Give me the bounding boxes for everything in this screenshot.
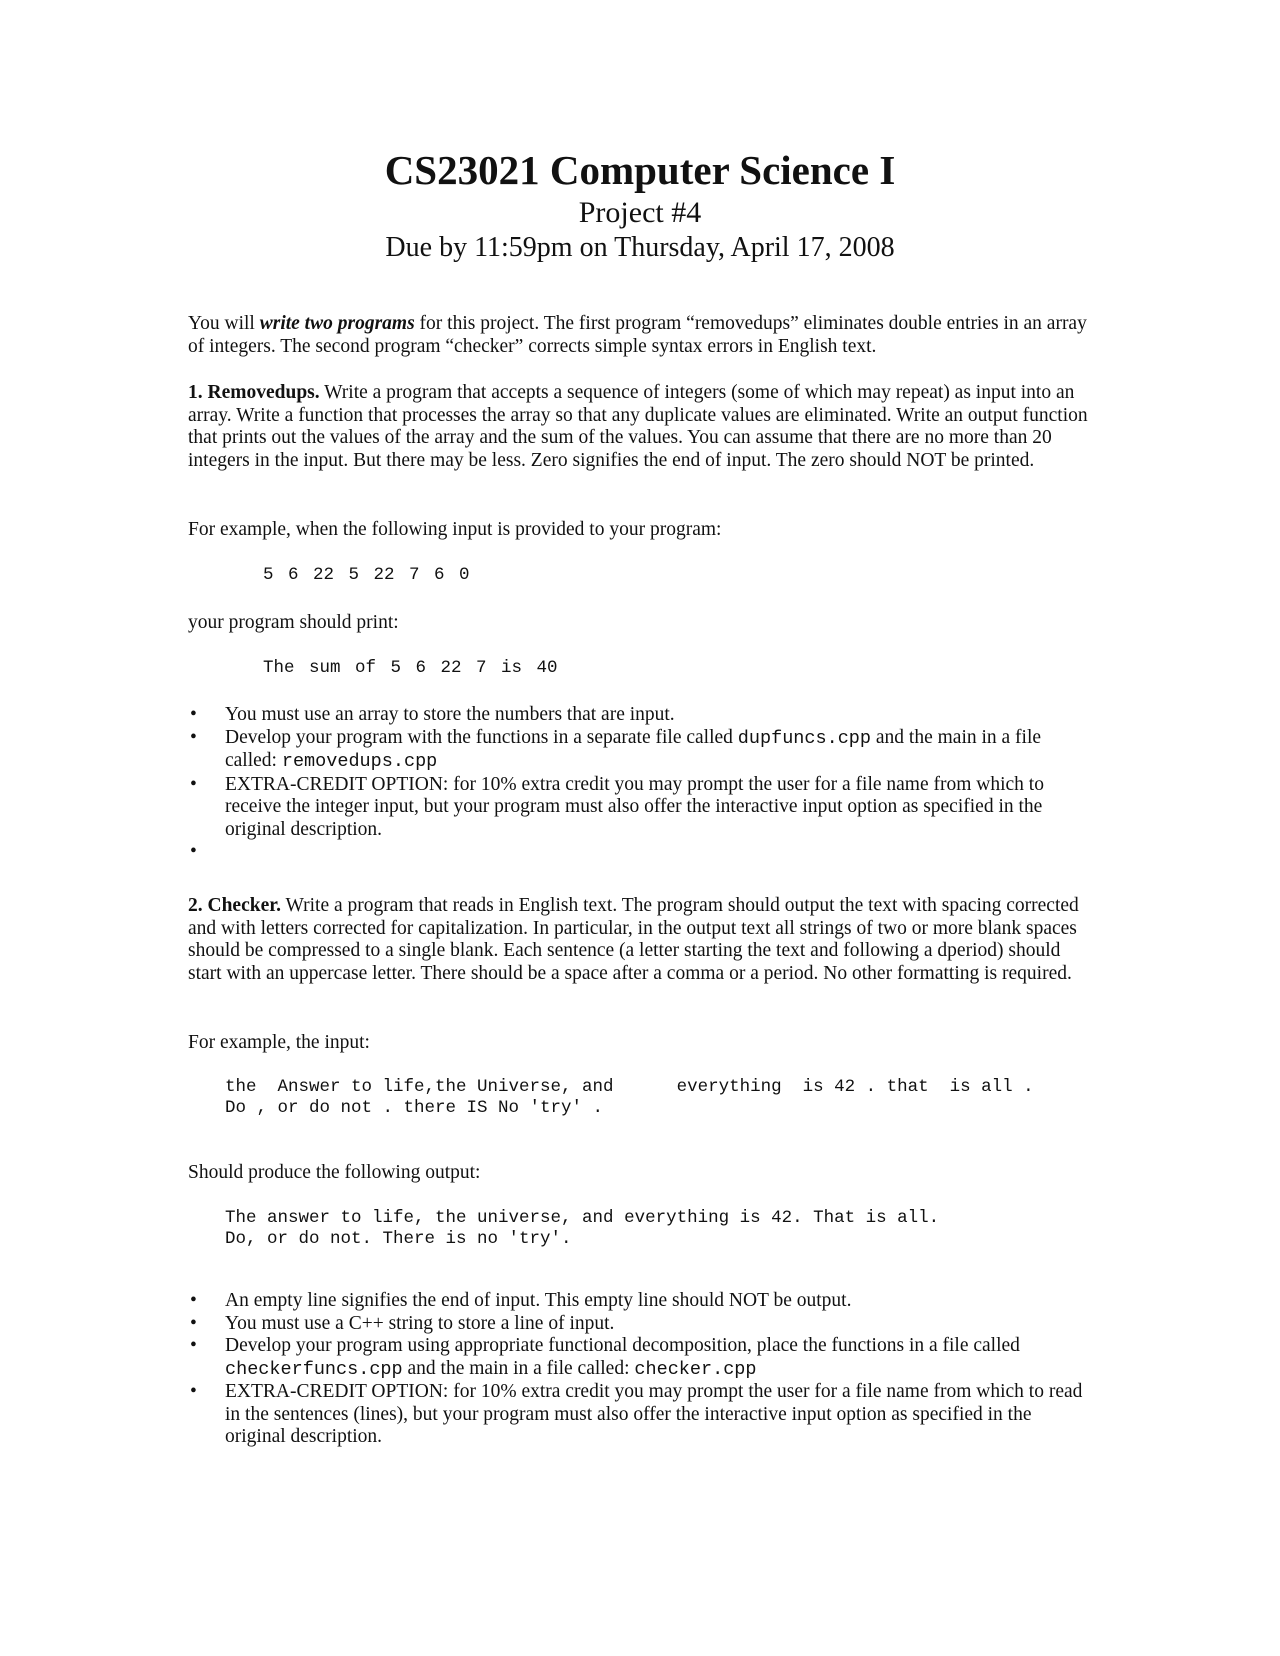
list-item (188, 1381, 1088, 1449)
bullet-text: An empty line signifies the end of input. This empty line should NOT be output. (225, 1290, 852, 1311)
removedups-example-intro: For example, when the following input is provided to your program: (188, 519, 722, 540)
bullet-text: and the main in a file called: (225, 726, 1042, 771)
list-item (188, 841, 1088, 864)
list-item (188, 1290, 1088, 1313)
checker-output-line-1: The answer to life, the universe, and everything is 42. That is all. (225, 1208, 940, 1228)
removedups-output-intro: your program should print: (188, 612, 399, 633)
bullet-icon: • (190, 1335, 197, 1356)
intro-emphasis: write two programs (259, 313, 415, 334)
bullet-icon: • (190, 1381, 197, 1402)
bullet-text: You must use an array to store the numbers that are input. (225, 704, 675, 725)
intro-text-end: for this project. The first program “removedups” eliminates double entries in an array of integers. The second program “checker” corrects simple syntax errors in English text. (188, 313, 1087, 357)
removedups-paragraph (188, 382, 1088, 472)
checker-description: Write a program that reads in English text. The program should output the text with spacing corrected and with letters corrected for capitalization. In particular, in the output text all strings of two or more blank spaces should be compressed to a single blank. Each sentence (a letter starting the text and following a dperiod) should start with an uppercase letter. There should be a space after a comma or a period. No other formatting is required. (188, 895, 1079, 984)
bullet-text: EXTRA-CREDIT OPTION: for 10% extra credit you may prompt the user for a file name from which to read in the sentences (lines), but your program must also offer the interactive input option as specified in the original description. (225, 1381, 1083, 1447)
list-item (188, 727, 1088, 774)
bullet-icon: • (190, 841, 197, 862)
removedups-example-output: The sum of 5 6 22 7 is 40 (263, 658, 558, 678)
checker-input-line-1: the Answer to life,the Universe, and everything is 42 . that is all . (225, 1077, 1034, 1097)
list-item (188, 704, 1088, 727)
checker-output-line-2: Do, or do not. There is no 'try'. (225, 1229, 572, 1249)
checker-example-intro: For example, the input: (188, 1032, 370, 1053)
removedups-heading: 1. Removedups. (188, 382, 320, 403)
checker-paragraph (188, 895, 1088, 985)
bullet-text: You must use a C++ string to store a line of input. (225, 1312, 615, 1334)
bullet-text: Develop your program with the functions in a separate file called (225, 726, 738, 748)
bullet-icon: • (190, 1290, 197, 1311)
bullet-icon: • (190, 773, 197, 795)
list-item (188, 1313, 1088, 1336)
removedups-bullet-list (188, 704, 1088, 864)
document-header (0, 146, 1280, 264)
intro-text-start: You will (188, 313, 260, 334)
intro-paragraph (188, 313, 1088, 358)
bullet-text: Develop your program using appropriate functional decomposition, place the functions in a file called (225, 1335, 1020, 1356)
bullet-text: EXTRA-CREDIT OPTION: for 10% extra credit you may prompt the user for a file name from which to receive the integer input, but your program must also offer the interactive input option as specified in the original description. (225, 773, 1044, 840)
bullet-icon: • (190, 726, 197, 748)
filename-dupfuncs: dupfuncs.cpp (737, 727, 872, 749)
due-date: Due by 11:59pm on Thursday, April 17, 2008 (385, 232, 895, 263)
bullet-icon: • (190, 1312, 197, 1334)
bullet-text: and the main in a file called: (402, 1357, 635, 1379)
bullet-icon: • (190, 704, 197, 725)
list-item (188, 774, 1088, 842)
list-item (188, 1335, 1088, 1381)
project-number: Project #4 (578, 196, 702, 229)
filename-checkerfuncs: checkerfuncs.cpp (225, 1358, 403, 1380)
checker-input-line-2: Do , or do not . there IS No 'try' . (225, 1098, 604, 1118)
filename-removedups: removedups.cpp (281, 751, 438, 772)
checker-bullet-list (188, 1290, 1088, 1449)
checker-heading: 2. Checker. (188, 895, 281, 916)
filename-checker: checker.cpp (634, 1358, 757, 1380)
removedups-example-input: 5 6 22 5 22 7 6 0 (263, 565, 470, 585)
course-title: CS23021 Computer Science I (384, 147, 896, 193)
removedups-description: Write a program that accepts a sequence of integers (some of which may repeat) as input into an array. Write a function that processes the array so that any duplicate values are eliminated. Write an output function that prints out the values of the array and the sum of the values. You can assume that there are no more than 20 integers in the input. But there may be less. Zero signifies the end of input. The zero should NOT be printed. (188, 382, 1088, 471)
checker-output-intro: Should produce the following output: (188, 1162, 481, 1183)
